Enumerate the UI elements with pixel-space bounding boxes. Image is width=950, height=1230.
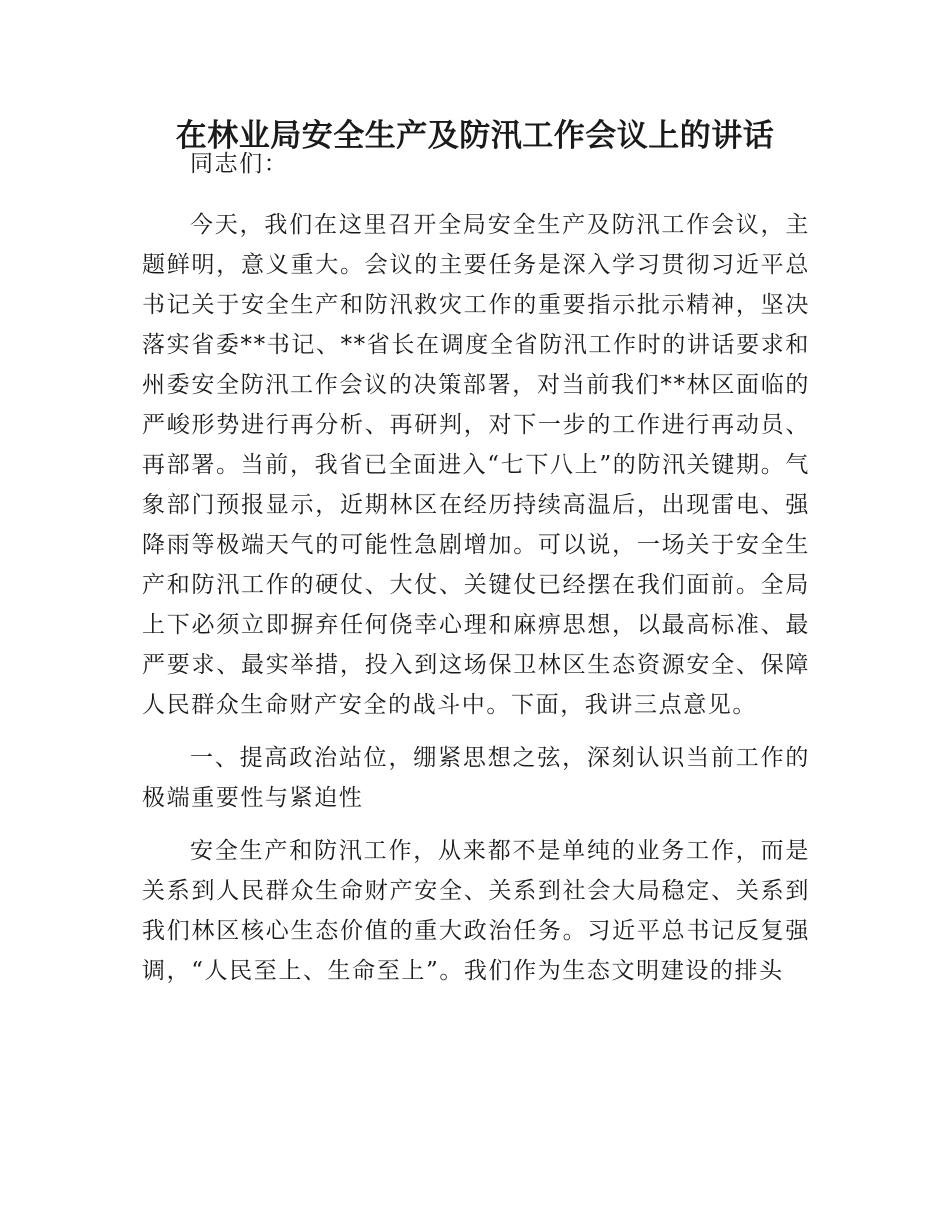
section-heading: 一、提高政治站位，绷紧思想之弦，深刻认识当前工作的极端重要性与紧迫性 (142, 745, 810, 811)
salutation: 同志们： (190, 151, 289, 177)
section-paragraph: 安全生产和防汛工作，从来都不是单纯的业务工作，而是关系到人民群众生命财产安全、关系到社会大局稳定、关系到我们林区核心生态价值的重大政治任务。习近平总书记反复强调，“人民至上、生命至上”。我们作为生态文明建设的排头 (142, 838, 810, 984)
opening-paragraph: 今天，我们在这里召开全局安全生产及防汛工作会议，主题鲜明，意义重大。会议的主要任务是深入学习贯彻习近平总书记关于安全生产和防汛救灾工作的重要指示批示精神，坚决落实省委**书记、**省长在调度全省防汛工作时的讲话要求和州委安全防汛工作会议的决策部署，对当前我们**林区面临的严峻形势进行再分析、再研判，对下一步的工作进行再动员、再部署。当前，我省已全面进入“七下八上”的防汛关键期。气象部门预报显示，近期林区在经历持续高温后，出现雷电、强降雨等极端天气的可能性急剧增加。可以说，一场关于安全生产和防汛工作的硬仗、大仗、关键仗已经摆在我们面前。全局上下必须立即摒弃任何侥幸心理和麻痹思想，以最高标准、最严要求、最实举措，投入到这场保卫林区生态资源安全、保障人民群众生命财产安全的战斗中。下面，我讲三点意见。 (142, 212, 810, 718)
document-title: 在林业局安全生产及防汛工作会议上的讲话 (175, 118, 775, 154)
document-body (142, 144, 810, 991)
